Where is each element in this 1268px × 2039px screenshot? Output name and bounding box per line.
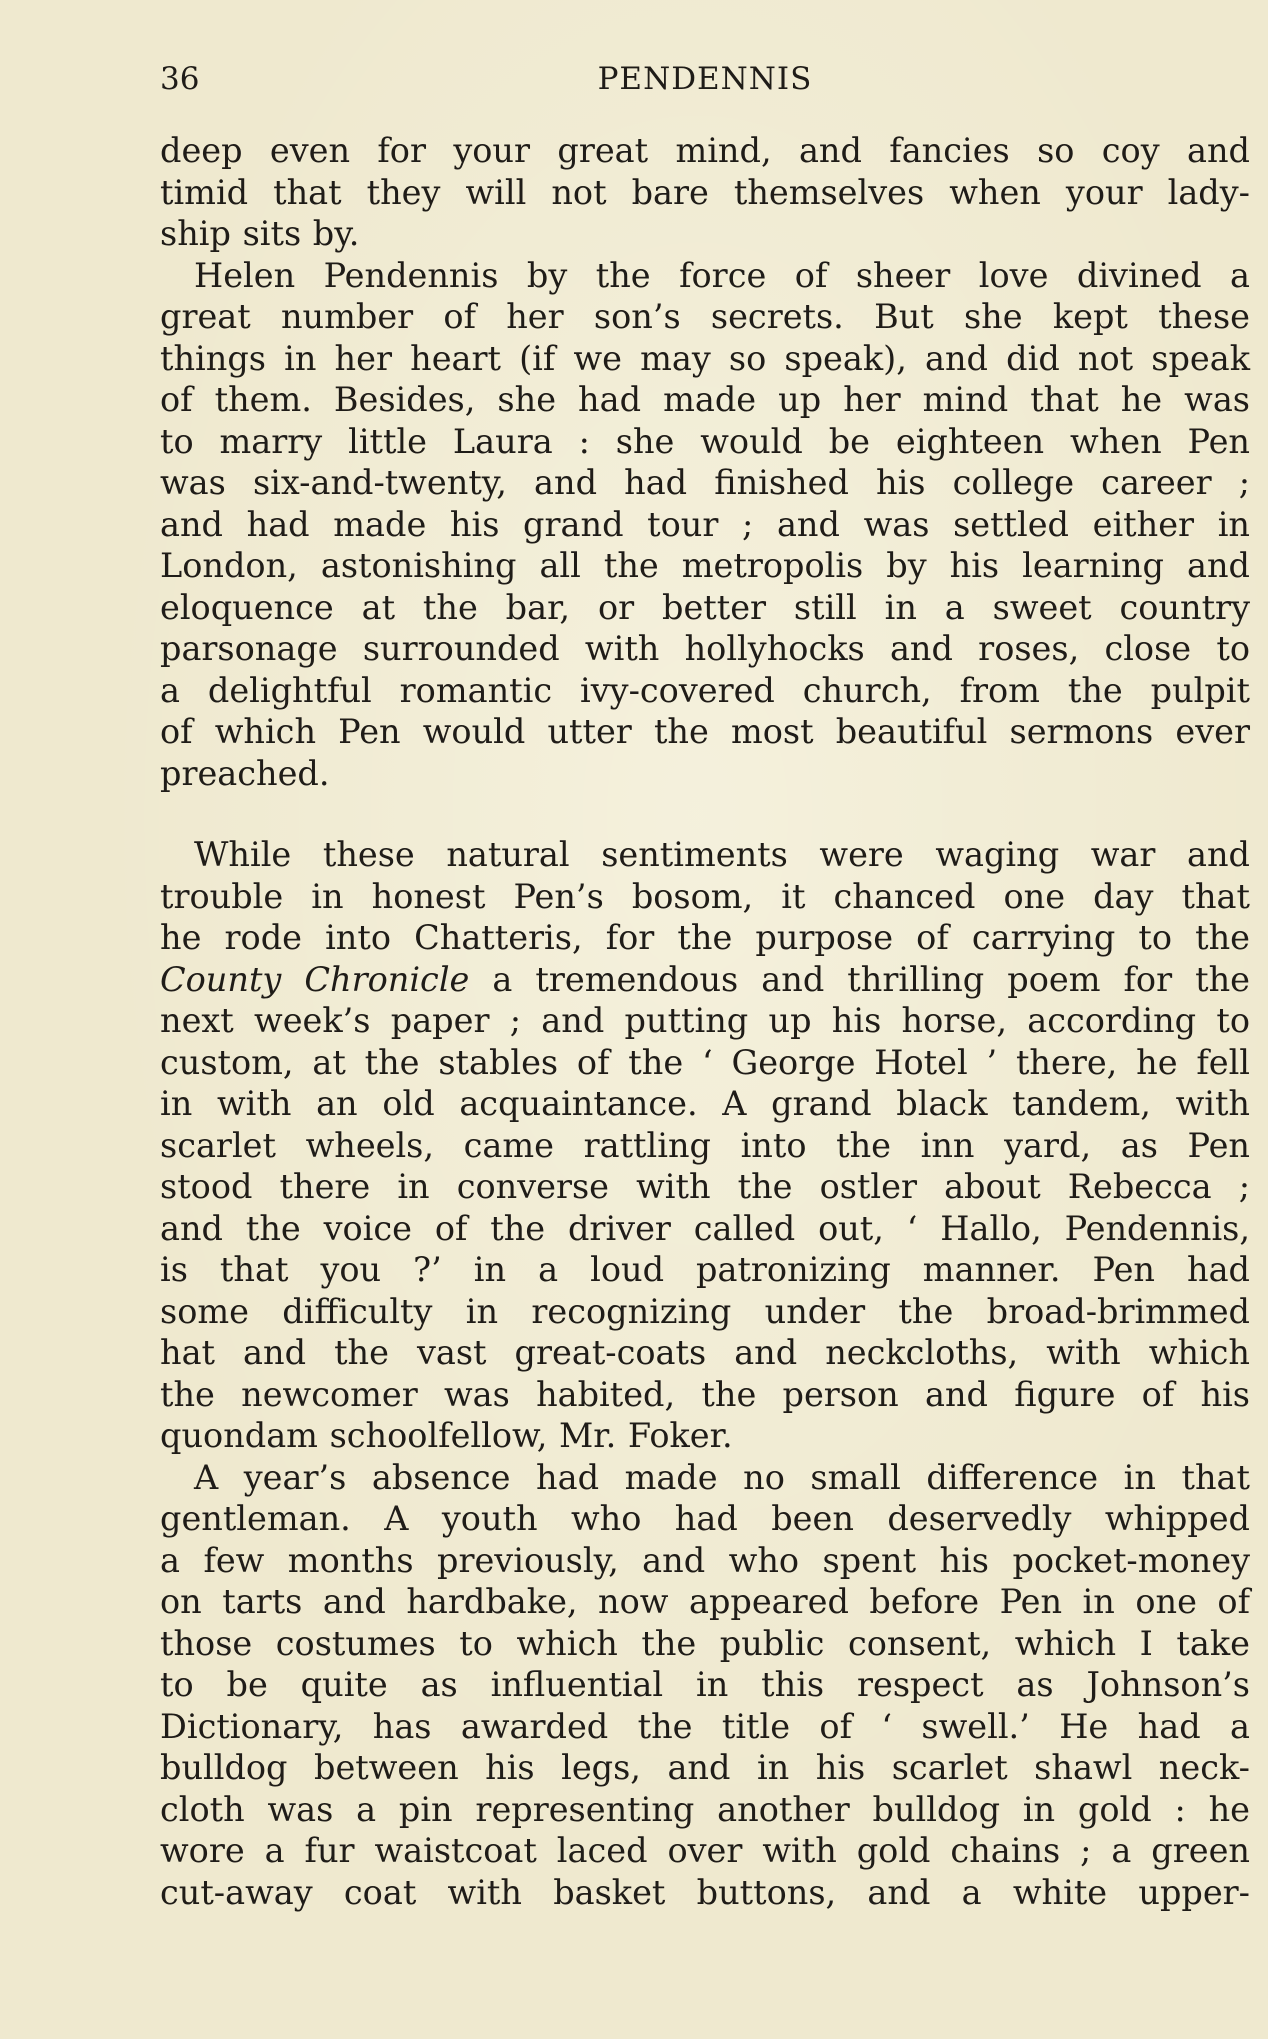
text-line: to be quite as influential in this respect as Johnson’s <box>160 1665 1250 1704</box>
text-line: Dictionary, has awarded the title of ‘ swell.’ He had a <box>160 1706 1250 1746</box>
text-line: trouble in honest Pen’s bosom, it chanced one day that <box>160 876 1250 916</box>
newspaper-title: County Chronicle <box>160 959 470 999</box>
text-line: scarlet wheels, came rattling into the inn yard, as Pen <box>160 1125 1250 1165</box>
text-line: Helen Pendennis by the force of sheer love divined a <box>194 255 1250 295</box>
text-line: the newcomer was habited, the person and figure of his <box>160 1374 1250 1414</box>
text-line: next week’s paper ; and putting up his horse, according to <box>160 1001 1250 1040</box>
text-line: in with an old acquaintance. A grand black tandem, with <box>160 1084 1250 1123</box>
text-line: A year’s absence had made no small difference in that <box>194 1457 1250 1497</box>
text-line: was six-and-twenty, and had finished his college career ; <box>160 463 1250 502</box>
page-header <box>160 58 1250 100</box>
text-line: a delightful romantic ivy-covered church, from the pulpit <box>160 670 1250 710</box>
text-line: of which Pen would utter the most beautiful sermons ever <box>160 712 1250 751</box>
text-line: things in her heart (if we may so speak), and did not speak <box>160 338 1250 378</box>
text-line: preached. <box>160 753 330 793</box>
text-line: deep even for your great mind, and fancies so coy and <box>160 131 1250 170</box>
paragraph <box>160 834 1250 1457</box>
running-title: PENDENNIS <box>597 61 813 97</box>
text-line: some difficulty in recognizing under the broad-brimmed <box>160 1291 1250 1331</box>
text-line: great number of her son’s secrets. But she kept these <box>160 297 1250 336</box>
text-line: London, astonishing all the metropolis by his learning and <box>160 546 1250 585</box>
paragraph <box>160 130 1250 255</box>
text-line: eloquence at the bar, or better still in a sweet country <box>160 587 1250 627</box>
text-line: stood there in converse with the ostler about Rebecca ; <box>160 1167 1250 1206</box>
page-number: 36 <box>160 61 200 97</box>
text-line: hat and the vast great-coats and neckcloths, with which <box>160 1333 1250 1372</box>
text-line: bulldog between his legs, and in his scarlet shawl neck- <box>160 1748 1250 1787</box>
text-line: cloth was a pin representing another bulldog in gold : he <box>160 1789 1250 1829</box>
text-line: parsonage surrounded with hollyhocks and roses, close to <box>160 629 1250 668</box>
text-line: custom, at the stables of the ‘ George Hotel ’ there, he fell <box>160 1042 1250 1082</box>
text-line: cut-away coat with basket buttons, and a white upper- <box>160 1872 1250 1912</box>
text-line: While these natural sentiments were waging war and <box>194 835 1250 874</box>
text-line: is that you ?’ in a loud patronizing manner. Pen had <box>160 1250 1250 1289</box>
text-line: wore a fur waistcoat laced over with gold chains ; a green <box>160 1831 1250 1870</box>
text-line: timid that they will not bare themselves when your lady- <box>160 172 1250 212</box>
text-line: he rode into Chatteris, for the purpose of carrying to the <box>160 918 1250 957</box>
section-break <box>160 794 1250 834</box>
text-line: on tarts and hardbake, now appeared before Pen in one of <box>160 1582 1250 1621</box>
text-line: of them. Besides, she had made up her mind that he was <box>160 380 1250 419</box>
text-line: ship sits by. <box>160 214 360 253</box>
paragraph <box>160 1457 1250 1914</box>
text-line: to marry little Laura : she would be eighteen when Pen <box>160 421 1250 461</box>
text-line: and had made his grand tour ; and was settled either in <box>160 504 1250 544</box>
text-line: a few months previously, and who spent his pocket-money <box>160 1540 1250 1580</box>
text-line: gentleman. A youth who had been deservedly whipped <box>160 1499 1250 1538</box>
text-line: and the voice of the driver called out, ‘ Hallo, Pendennis, <box>160 1208 1250 1248</box>
paragraph <box>160 255 1250 795</box>
body-text <box>160 130 1250 1913</box>
text-line: quondam schoolfellow, Mr. Foker. <box>160 1416 733 1455</box>
text-line-with-italic-title: County Chronicle a tremendous and thrilling poem for the <box>160 959 1250 999</box>
text-line: those costumes to which the public consent, which I take <box>160 1623 1250 1663</box>
